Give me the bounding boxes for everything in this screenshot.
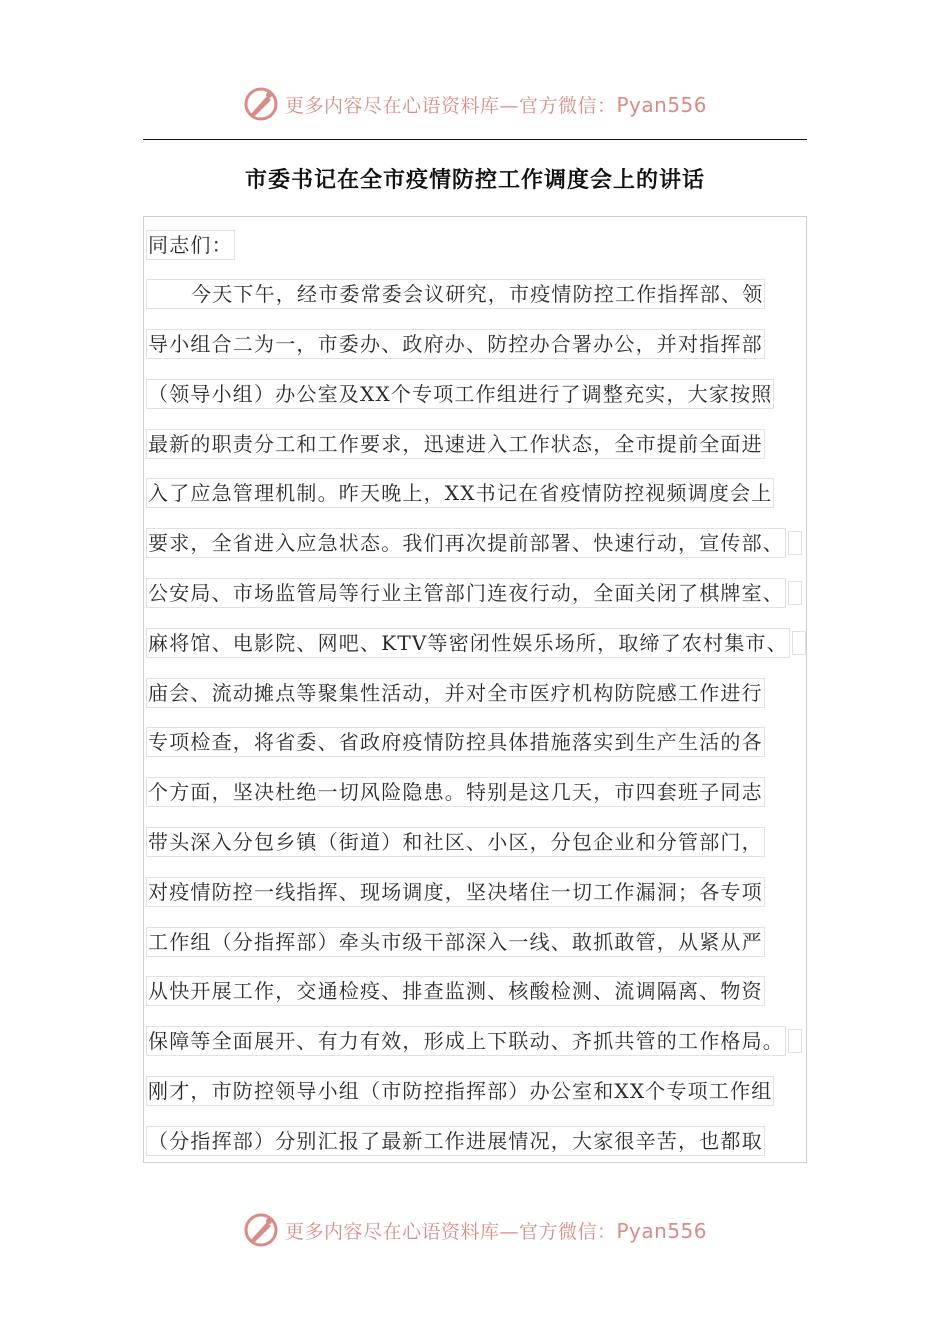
body-line: （领导小组）办公室及XX个专项工作组进行了调整充实，大家按照 [146, 368, 826, 418]
header-divider [143, 139, 807, 140]
body-line: 庙会、流动摊点等聚集性活动，并对全市医疗机构防院感工作进行 [146, 667, 826, 717]
body-line: 公安局、市场监管局等行业主管部门连夜行动，全面关闭了棋牌室、 [146, 568, 826, 618]
body-line: 刚才，市防控领导小组（市防控指挥部）办公室和XX个专项工作组 [146, 1066, 826, 1116]
body-line: 入了应急管理机制。昨天晚上，XX书记在省疫情防控视频调度会上 [146, 468, 826, 518]
pen-logo-icon [243, 1212, 279, 1248]
body-line: 对疫情防控一线指挥、现场调度，坚决堵住一切工作漏洞；各专项 [146, 866, 826, 916]
body-line: 导小组合二为一，市委办、政府办、防控办合署办公，并对指挥部 [146, 319, 826, 369]
body-line: 从快开展工作，交通检疫、排查监测、核酸检测、流调隔离、物资 [146, 966, 826, 1016]
pen-logo-icon [243, 86, 279, 122]
document-body [146, 219, 826, 1165]
banner-text: 更多内容尽在心语资料库—官方微信：Pyan556 [284, 92, 708, 117]
body-line: 麻将馆、电影院、网吧、KTV等密闭性娱乐场所，取缔了农村集市、 [146, 617, 826, 667]
header-banner [0, 82, 950, 126]
wechat-handle: Pyan556 [616, 1218, 708, 1243]
body-line: 同志们： [146, 219, 826, 269]
wechat-handle: Pyan556 [616, 92, 708, 117]
body-line: （分指挥部）分别汇报了最新工作进展情况，大家很辛苦，也都取 [146, 1115, 826, 1165]
body-line: 最新的职责分工和工作要求，迅速进入工作状态，全市提前全面进 [146, 418, 826, 468]
body-line: 工作组（分指挥部）牵头市级干部深入一线、敢抓敢管，从紧从严 [146, 916, 826, 966]
banner-text: 更多内容尽在心语资料库—官方微信：Pyan556 [284, 1218, 708, 1243]
body-line: 个方面，坚决杜绝一切风险隐患。特别是这几天，市四套班子同志 [146, 767, 826, 817]
body-line: 今天下午，经市委常委会议研究，市疫情防控工作指挥部、领 [146, 269, 826, 319]
body-line: 保障等全面展开、有力有效，形成上下联动、齐抓共管的工作格局。 [146, 1016, 826, 1066]
footer-banner [0, 1208, 950, 1252]
body-line: 要求，全省进入应急状态。我们再次提前部署、快速行动，宣传部、 [146, 518, 826, 568]
body-line: 专项检查，将省委、省政府疫情防控具体措施落实到生产生活的各 [146, 717, 826, 767]
document-title: 市委书记在全市疫情防控工作调度会上的讲话 [244, 168, 705, 193]
body-line: 带头深入分包乡镇（街道）和社区、小区，分包企业和分管部门， [146, 817, 826, 867]
